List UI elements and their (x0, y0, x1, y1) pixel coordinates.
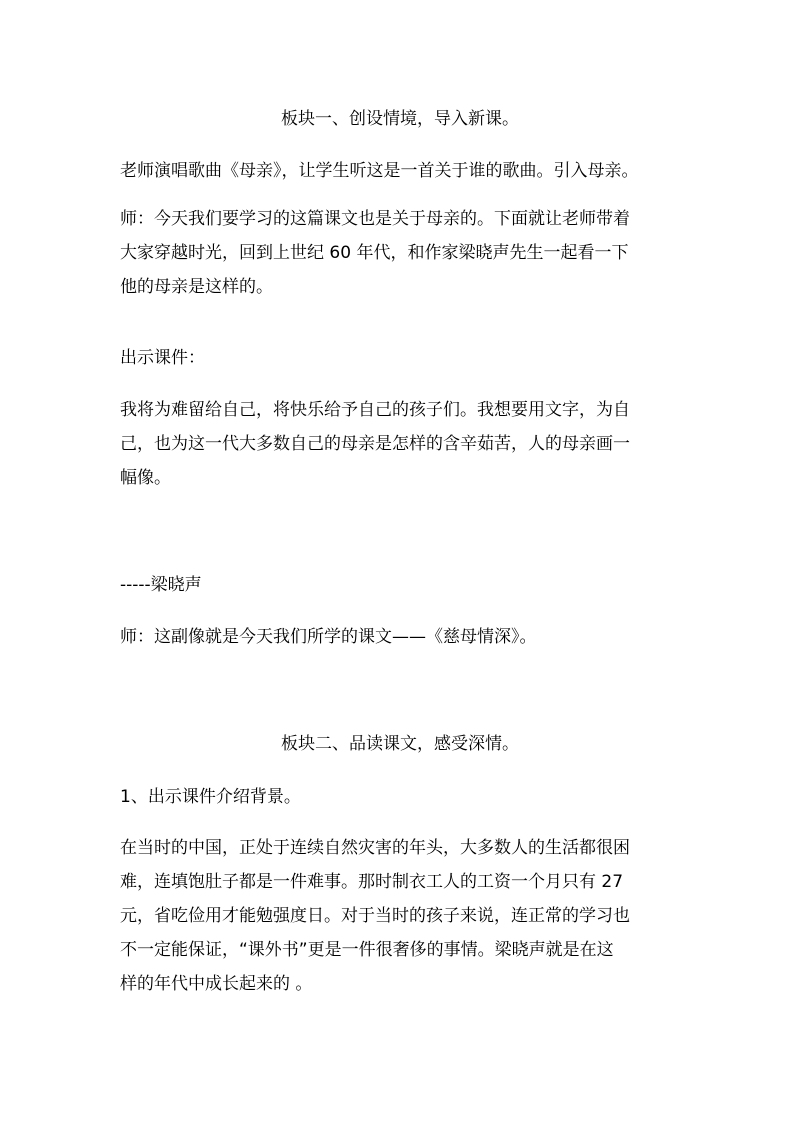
paragraph-line: 元，省吃俭用才能勉强度日。对于当时的孩子来说，连正常的学习也 (120, 906, 630, 926)
section2-heading: 板块二、品读课文，感受深情。 (281, 734, 519, 754)
teacher-line: 师：这副像就是今天我们所学的课文——《慈母情深》。 (120, 627, 537, 647)
paragraph-line: 难，连填饱肚子都是一件难事。那时制衣工人的工资一个月只有 27 (120, 872, 624, 892)
paragraph-line: 己，也为这一代大多数自己的母亲是怎样的含辛茹苦，人的母亲画一 (120, 434, 630, 454)
intro-paragraph: 老师演唱歌曲《母亲》，让学生听这是一首关于谁的歌曲。引入母亲。 (120, 161, 639, 181)
quote-paragraph (120, 393, 680, 495)
paragraph-line: 大家穿越时光，回到上世纪 60 年代，和作家梁晓声先生一起看一下 (120, 243, 629, 263)
paragraph-line: 师：今天我们要学习的这篇课文也是关于母亲的。下面就让老师带着 (120, 209, 630, 229)
paragraph-line: 幅像。 (120, 468, 171, 488)
paragraph-line: 在当时的中国，正处于连续自然灾害的年头，大多数人的生活都很困 (120, 838, 630, 858)
paragraph-line: 样的年代中成长起来的 。 (120, 974, 313, 994)
paragraph-line: 他的母亲是这样的。 (120, 277, 273, 297)
quote-attribution: -----梁晓声 (120, 575, 202, 595)
background-paragraph (120, 831, 680, 1001)
courseware-label: 出示课件： (120, 348, 205, 368)
list-item: 1、出示课件介绍背景。 (120, 787, 301, 807)
teacher-paragraph (120, 202, 680, 304)
paragraph-line: 不一定能保证，“课外书”更是一件很奢侈的事情。梁晓声就是在这 (120, 940, 614, 960)
section1-heading: 板块一、创设情境，导入新课。 (281, 109, 519, 129)
paragraph-line: 我将为难留给自己，将快乐给予自己的孩子们。我想要用文字，为自 (120, 400, 630, 420)
